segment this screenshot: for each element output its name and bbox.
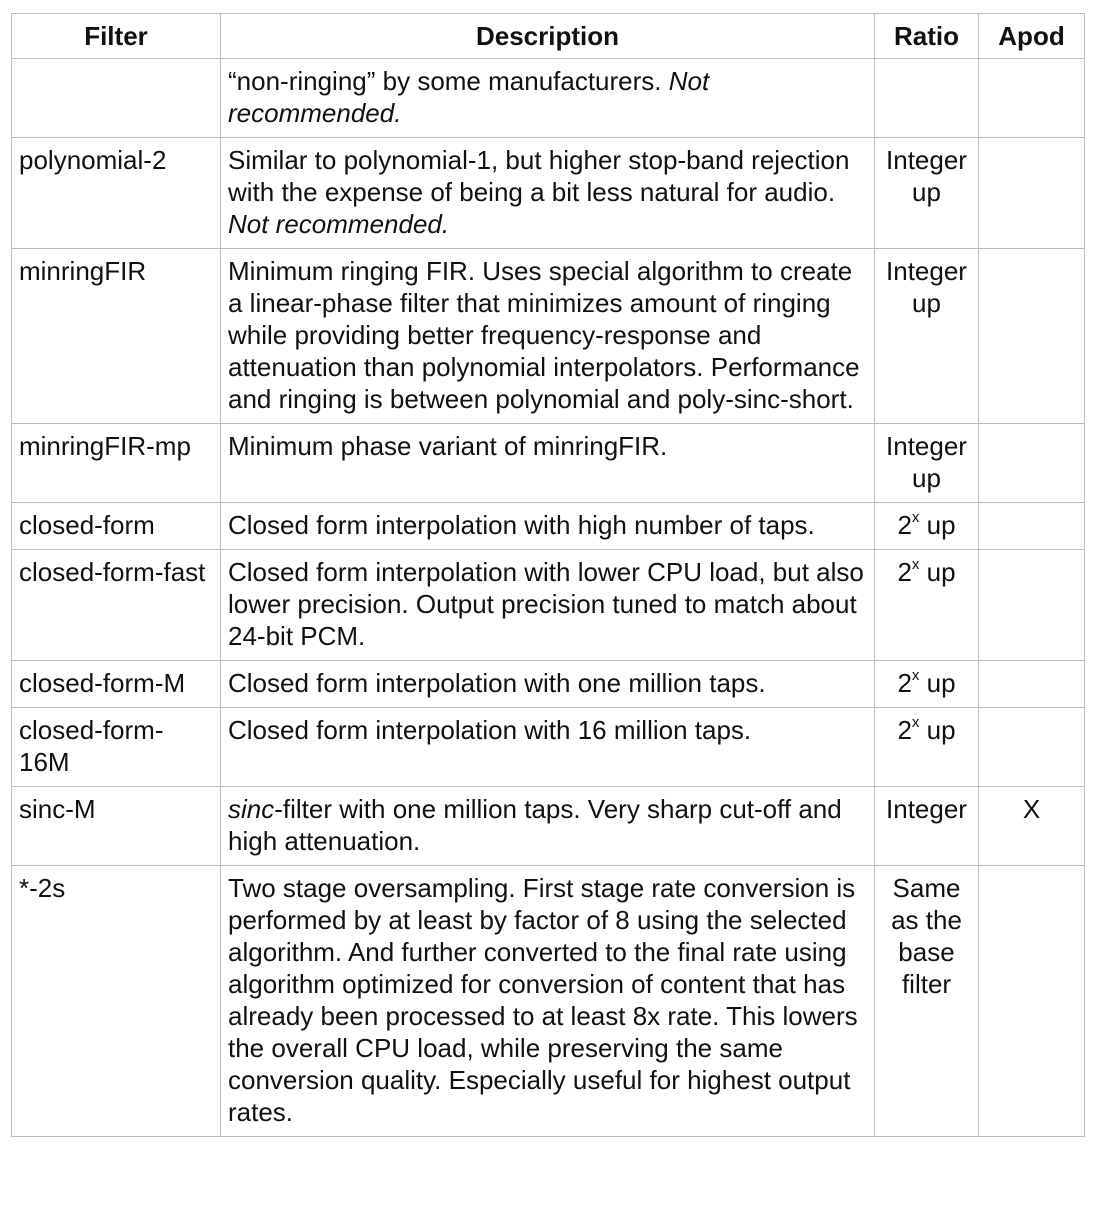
table-row xyxy=(12,661,1085,708)
description-cell: Minimum ringing FIR. Uses special algorithm to create a linear-phase filter that minimizes amount of ringing while providing better frequency-response and attenuation than polynomial interpolators. Performance and ringing is between polynomial and poly-sinc-short. xyxy=(221,249,875,424)
ratio-base: 2 xyxy=(897,510,912,540)
filter-name-cell: closed-form-M xyxy=(12,661,221,708)
filter-name-cell: sinc-M xyxy=(12,787,221,866)
filter-name-cell: polynomial-2 xyxy=(12,138,221,249)
ratio-cell xyxy=(875,503,979,550)
description-text: “non-ringing” by some manufacturers. xyxy=(228,66,669,96)
ratio-exponent: x xyxy=(911,509,920,527)
apod-cell xyxy=(979,424,1085,503)
filter-name-cell: closed-form-16M xyxy=(12,708,221,787)
apod-cell xyxy=(979,550,1085,661)
table-row xyxy=(12,708,1085,787)
filter-name-cell: closed-form-fast xyxy=(12,550,221,661)
table-header-row xyxy=(12,14,1085,59)
description-note: Not recommended. xyxy=(228,66,710,128)
filter-name-cell: minringFIR xyxy=(12,249,221,424)
filter-table xyxy=(11,13,1085,1137)
table-row xyxy=(12,59,1085,138)
column-header-description: Description xyxy=(221,14,875,59)
apod-cell xyxy=(979,866,1085,1137)
column-header-apod: Apod xyxy=(979,14,1085,59)
apod-cell xyxy=(979,59,1085,138)
ratio-cell: Integer up xyxy=(875,249,979,424)
apod-cell xyxy=(979,503,1085,550)
ratio-exponent: x xyxy=(911,667,920,685)
apod-cell xyxy=(979,708,1085,787)
description-cell: Closed form interpolation with lower CPU load, but also lower precision. Output precision tuned to match about 24-bit PCM. xyxy=(221,550,875,661)
apod-cell xyxy=(979,249,1085,424)
table-row xyxy=(12,503,1085,550)
ratio-base: 2 xyxy=(897,668,912,698)
apod-cell xyxy=(979,661,1085,708)
ratio-cell: Integer up xyxy=(875,424,979,503)
ratio-base: 2 xyxy=(897,715,912,745)
table-row xyxy=(12,249,1085,424)
description-cell: Closed form interpolation with 16 million taps. xyxy=(221,708,875,787)
table-row xyxy=(12,787,1085,866)
ratio-suffix: up xyxy=(919,715,956,745)
apod-cell xyxy=(979,138,1085,249)
column-header-filter: Filter xyxy=(12,14,221,59)
description-cell xyxy=(221,787,875,866)
table-row xyxy=(12,550,1085,661)
description-lead: sinc xyxy=(228,794,275,824)
description-note: Not recommended. xyxy=(228,209,450,239)
ratio-cell xyxy=(875,708,979,787)
description-text: -filter with one million taps. Very sharp cut-off and high attenuation. xyxy=(228,794,842,856)
filter-name-cell: *-2s xyxy=(12,866,221,1137)
table-row xyxy=(12,866,1085,1137)
ratio-base: 2 xyxy=(897,557,912,587)
description-cell: Minimum phase variant of minringFIR. xyxy=(221,424,875,503)
description-cell xyxy=(221,59,875,138)
description-cell: Closed form interpolation with one million taps. xyxy=(221,661,875,708)
filter-name-cell: closed-form xyxy=(12,503,221,550)
ratio-cell xyxy=(875,59,979,138)
apod-cell: X xyxy=(979,787,1085,866)
table-row xyxy=(12,138,1085,249)
ratio-cell: Integer xyxy=(875,787,979,866)
ratio-exponent: x xyxy=(911,714,920,732)
ratio-suffix: up xyxy=(919,557,956,587)
description-cell: Closed form interpolation with high number of taps. xyxy=(221,503,875,550)
description-cell xyxy=(221,138,875,249)
ratio-cell xyxy=(875,550,979,661)
description-text: Similar to polynomial-1, but higher stop-band rejection with the expense of being a bit less natural for audio. xyxy=(228,145,850,207)
ratio-exponent: x xyxy=(911,556,920,574)
filter-name-cell: minringFIR-mp xyxy=(12,424,221,503)
ratio-cell: Same as the base filter xyxy=(875,866,979,1137)
ratio-suffix: up xyxy=(919,510,956,540)
description-cell: Two stage oversampling. First stage rate conversion is performed by at least by factor of 8 using the selected algorithm. And further converted to the final rate using algorithm optimized for conversion of content that has already been processed to at least 8x rate. This lowers the overall CPU load, while preserving the same conversion quality. Especially useful for highest output rates. xyxy=(221,866,875,1137)
ratio-cell xyxy=(875,661,979,708)
column-header-ratio: Ratio xyxy=(875,14,979,59)
ratio-cell: Integer up xyxy=(875,138,979,249)
table-row xyxy=(12,424,1085,503)
ratio-suffix: up xyxy=(919,668,956,698)
filter-name-cell xyxy=(12,59,221,138)
